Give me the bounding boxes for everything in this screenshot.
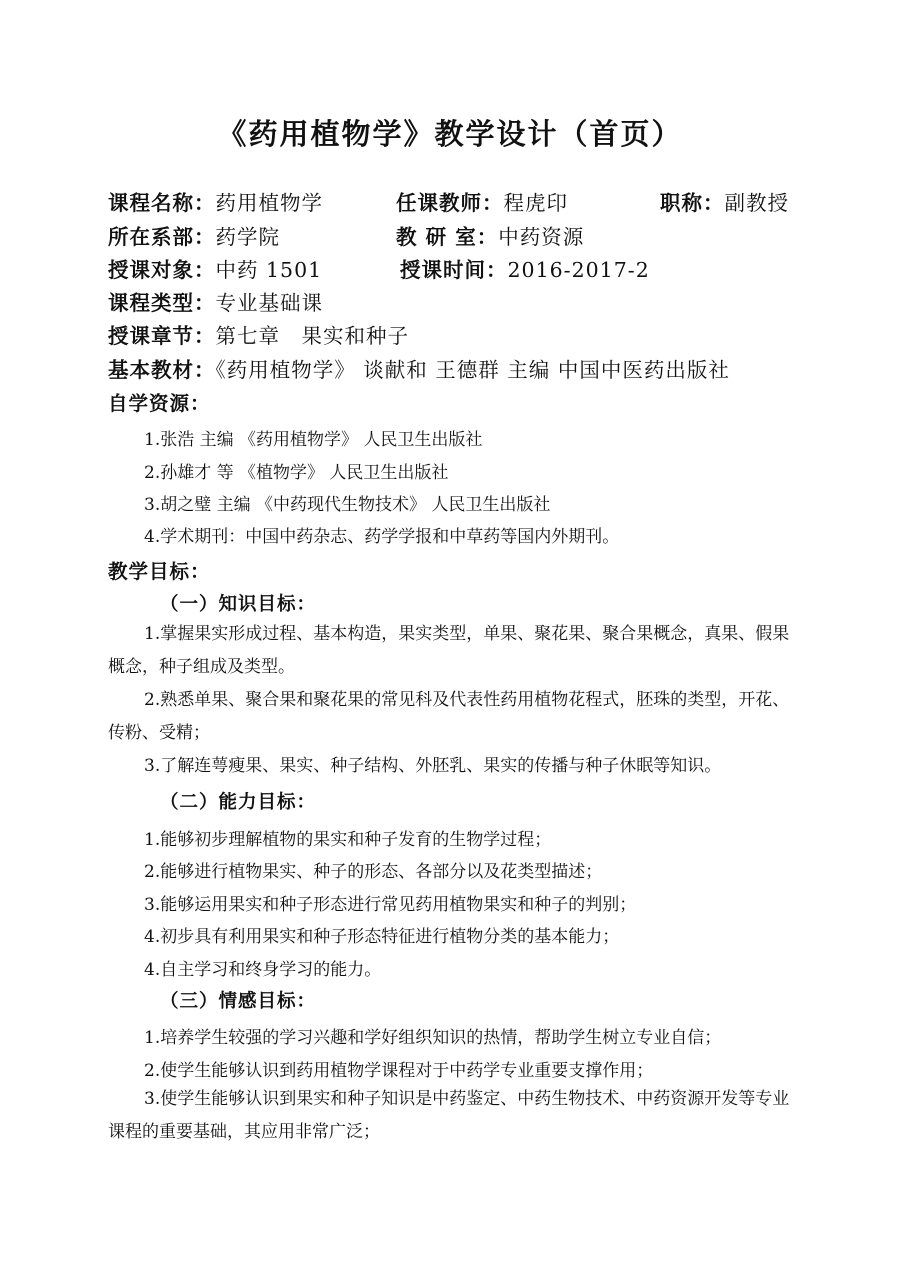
course-name-row — [108, 186, 323, 216]
chapter-label: 授课章节： — [108, 324, 216, 348]
time-label: 授课时间： — [400, 258, 508, 282]
ability-heading: （二）能力目标： — [160, 792, 317, 813]
dept-label: 所在系部： — [108, 225, 216, 249]
knowledge-heading: （一）知识目标： — [160, 594, 317, 615]
course-name-label: 课程名称： — [108, 191, 216, 215]
rank-label: 职称： — [660, 191, 725, 215]
emotion-item: 2.使学生能够认识到药用植物学课程对于中药学专业重要支撑作用； — [144, 1061, 654, 1081]
office-label: 教 研 室： — [396, 225, 499, 249]
emotion-item: 1.培养学生较强的学习兴趣和学好组织知识的热情，帮助学生树立专业自信； — [144, 1028, 722, 1048]
textbook-value: 《药用植物学》 谈献和 王德群 主编 中国中医药出版社 — [215, 358, 730, 382]
self-study-item: 4.学术期刊：中国中药杂志、药学学报和中草药等国内外期刊。 — [144, 527, 620, 547]
course-name-value: 药用植物学 — [215, 191, 323, 215]
self-study-item: 3.胡之璧 主编 《中药现代生物技术》 人民卫生出版社 — [144, 495, 551, 515]
type-value: 专业基础课 — [215, 291, 323, 315]
teacher-value: 程虎印 — [503, 191, 568, 215]
emotion-item: 3.使学生能够认识到果实和种子知识是中药鉴定、中药生物技术、中药资源开发等专业课程的重要基础，其应用非常广泛； — [108, 1089, 790, 1142]
dept-row — [108, 220, 280, 250]
teacher-row — [396, 186, 568, 216]
chapter-value: 第七章 果实和种子 — [215, 324, 409, 348]
office-value: 中药资源 — [498, 225, 585, 249]
knowledge-item: 3.了解连萼瘦果、果实、种子结构、外胚乳、果实的传播与种子休眠等知识。 — [144, 756, 722, 776]
objectives-label: 教学目标： — [108, 560, 211, 583]
ability-item: 4.自主学习和终身学习的能力。 — [144, 960, 382, 980]
type-label: 课程类型： — [108, 291, 216, 315]
emotion-heading: （三）情感目标： — [160, 991, 317, 1012]
dept-value: 药学院 — [215, 225, 280, 249]
rank-row — [660, 186, 789, 216]
knowledge-item: 1.掌握果实形成过程、基本构造，果实类型，单果、聚花果、聚合果概念，真果、假果概念，种子组成及类型。 — [108, 624, 790, 677]
rank-value: 副教授 — [724, 191, 789, 215]
type-row — [108, 286, 323, 316]
textbook-row — [108, 353, 730, 383]
time-row — [400, 253, 650, 283]
chapter-row — [108, 319, 409, 349]
ability-item: 4.初步具有利用果实和种子形态特征进行植物分类的基本能力； — [144, 927, 620, 947]
teacher-label: 任课教师： — [396, 191, 504, 215]
knowledge-item: 2.熟悉单果、聚合果和聚花果的常见科及代表性药用植物花程式，胚珠的类型，开花、传粉、受精； — [108, 690, 790, 743]
self-study-item: 1.张浩 主编 《药用植物学》 人民卫生出版社 — [144, 430, 483, 450]
ability-item: 1.能够初步理解植物的果实和种子发育的生物学过程； — [144, 830, 552, 850]
textbook-label: 基本教材： — [108, 358, 216, 382]
page-title: 《药用植物学》教学设计（首页） — [217, 117, 683, 151]
target-label: 授课对象： — [108, 258, 216, 282]
target-value: 中药 1501 — [215, 258, 323, 282]
self-study-label: 自学资源： — [108, 392, 211, 415]
self-study-item: 2.孙雄才 等 《植物学》 人民卫生出版社 — [144, 463, 449, 483]
ability-item: 3.能够运用果实和种子形态进行常见药用植物果实和种子的判别； — [144, 895, 637, 915]
office-row — [396, 220, 584, 250]
ability-item: 2.能够进行植物果实、种子的形态、各部分以及花类型描述； — [144, 862, 603, 882]
target-row — [108, 253, 322, 283]
time-value: 2016-2017-2 — [507, 258, 650, 282]
